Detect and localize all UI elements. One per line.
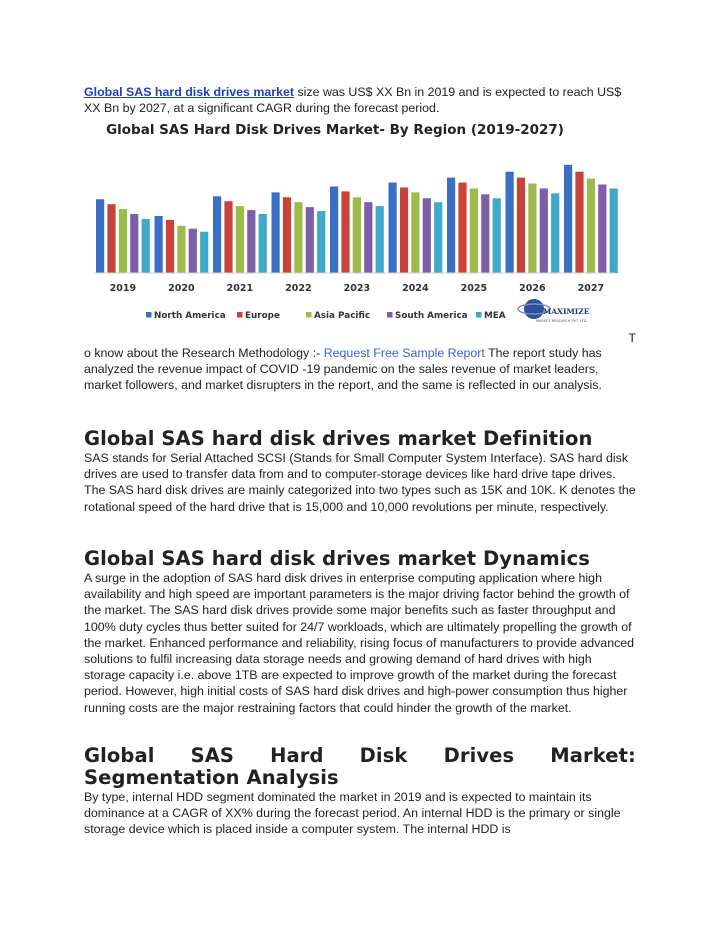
x-tick-label: 2027 (577, 283, 605, 294)
intro-paragraph (84, 84, 636, 116)
legend-label: North America (154, 311, 226, 321)
bar-asia-pacific-2023 (353, 197, 361, 273)
heading-word: Hard (270, 744, 324, 767)
chart-title: Global SAS Hard Disk Drives Market- By Region (2019-2027) (106, 122, 564, 138)
bar-europe-2021 (224, 201, 232, 273)
methodology-text-pre: o know about the Research Methodology :- (84, 346, 324, 360)
legend-swatch (146, 312, 152, 318)
bar-north-america-2023 (330, 186, 338, 273)
legend-label: South America (395, 311, 468, 321)
bar-south-america-2027 (598, 185, 606, 274)
bar-south-america-2019 (130, 214, 138, 273)
bar-europe-2022 (283, 197, 291, 273)
methodology-paragraph (84, 345, 636, 394)
bar-north-america-2020 (155, 216, 163, 273)
bar-asia-pacific-2026 (528, 184, 536, 273)
bar-mea-2026 (551, 193, 559, 273)
bar-north-america-2024 (389, 183, 397, 273)
bar-europe-2023 (341, 191, 349, 273)
chart-svg (84, 120, 636, 332)
legend-swatch (476, 312, 482, 318)
segmentation-section (84, 745, 636, 838)
dynamics-body: A surge in the adoption of SAS hard disk drives in enterprise computing application where high availability and high speed are important parameters is the major driving factor behind the growth of the market. The SAS hard disk drives provide some major benefits such as faster throughput and 100% duty cycles thus better suited for 24/7 workloads, which are ultimately propelling the growth of the market. Enhanced performance and reliability, rising focus of manufacturers to provide advanced solutions to fulfil increasing data storage needs and growing demand of hard drives with high storage capacity i.e. above 1TB are expected to improve growth of the market during the forecast period. However, high initial costs of SAS hard disk drives and high-power consumption thus higher running costs are the major restraining factors that could hinder the growth of the market. (84, 571, 635, 715)
definition-section (84, 428, 636, 515)
heading-word: Disk (359, 744, 408, 767)
bar-north-america-2022 (272, 192, 280, 273)
bar-mea-2023 (376, 206, 384, 273)
x-tick-labels (110, 283, 604, 294)
region-bar-chart (84, 120, 636, 332)
x-tick-label: 2022 (285, 283, 312, 294)
legend-label: Europe (245, 311, 280, 321)
x-tick-label: 2020 (168, 283, 195, 294)
bar-south-america-2026 (540, 188, 548, 273)
bar-europe-2020 (166, 220, 174, 273)
bar-north-america-2019 (96, 199, 104, 273)
bar-mea-2027 (610, 188, 618, 273)
methodology-text-post: The report study has analyzed the revenue impact of COVID -19 pandemic on the sales revenue of market leaders, market followers, and market disrupters in the report, and the same is reflected in our analysis. (84, 346, 602, 393)
logo-text: MAXIMIZE (543, 307, 590, 316)
bar-mea-2025 (493, 198, 501, 273)
heading-word: SAS (190, 744, 235, 767)
x-tick-label: 2024 (402, 283, 429, 294)
dynamics-section (84, 548, 636, 716)
bar-asia-pacific-2027 (587, 179, 595, 273)
dynamics-heading: Global SAS hard disk drives market Dynamics (84, 547, 590, 570)
bar-south-america-2023 (364, 202, 372, 273)
bar-south-america-2025 (481, 194, 489, 273)
bar-north-america-2021 (213, 196, 221, 273)
bar-south-america-2020 (189, 229, 197, 273)
bar-mea-2019 (142, 219, 150, 273)
x-tick-label: 2019 (109, 283, 137, 294)
logo-globe-icon (524, 299, 544, 319)
market-report-link[interactable]: Global SAS hard disk drives market (84, 85, 295, 99)
heading-word: Market: (550, 744, 636, 767)
bar-mea-2021 (259, 214, 267, 273)
x-tick-label: 2026 (519, 283, 546, 294)
heading-word: Drives (443, 744, 515, 767)
maximize-logo (518, 299, 590, 323)
segmentation-body: By type, internal HDD segment dominated the market in 2019 and is expected to maintain its dominance at a CAGR of XX% during the forecast period. An internal HDD is the primary or single storage device which is placed inside a computer system. The internal HDD is (84, 790, 621, 837)
chart-legend (146, 311, 506, 321)
intro-text: size was US$ XX Bn in 2019 and is expected to reach US$ XX Bn by 2027, at a significant CAGR during the forecast period. (84, 85, 622, 116)
bar-north-america-2026 (506, 172, 514, 273)
definition-heading: Global SAS hard disk drives market Definition (84, 427, 593, 450)
bar-south-america-2022 (306, 207, 314, 273)
bar-europe-2027 (575, 172, 583, 273)
request-sample-link[interactable]: Request Free Sample Report (323, 346, 485, 360)
bar-asia-pacific-2019 (119, 209, 127, 273)
legend-swatch (237, 312, 243, 318)
bar-asia-pacific-2021 (236, 206, 244, 273)
bar-mea-2022 (317, 211, 325, 273)
legend-swatch (387, 312, 393, 318)
bar-mea-2020 (200, 232, 208, 273)
bar-europe-2024 (400, 187, 408, 273)
bar-south-america-2021 (247, 210, 255, 273)
bar-asia-pacific-2024 (411, 192, 419, 273)
dropped-initial: T (628, 331, 636, 345)
x-tick-label: 2023 (343, 283, 371, 294)
bar-south-america-2024 (423, 198, 431, 273)
logo-subtext: MARKET RESEARCH PVT. LTD. (536, 319, 588, 323)
bar-north-america-2027 (564, 165, 572, 273)
bar-europe-2025 (458, 183, 466, 273)
legend-swatch (306, 312, 312, 318)
x-tick-label: 2021 (226, 283, 254, 294)
x-tick-label: 2025 (460, 283, 488, 294)
bar-europe-2019 (107, 204, 115, 273)
bar-north-america-2025 (447, 178, 455, 273)
bar-asia-pacific-2022 (294, 202, 302, 273)
heading-word: Global (84, 744, 155, 767)
bar-asia-pacific-2025 (470, 188, 478, 273)
bar-mea-2024 (434, 202, 442, 273)
bar-asia-pacific-2020 (177, 226, 185, 273)
definition-body: SAS stands for Serial Attached SCSI (Stands for Small Computer System Interface). SAS hard disk drives are used to transfer data from and to computer-storage devices like hard drive tape drives. The SAS hard disk drives are mainly categorized into two types such as 15K and 10K. K denotes the rotational speed of the hard drive that is 15,000 and 10,000 revolutions per minute, respectively. (84, 451, 636, 514)
segmentation-heading-line2: Segmentation Analysis (84, 766, 339, 789)
segmentation-heading-line1 (84, 745, 636, 767)
legend-label: MEA (484, 311, 506, 321)
bar-europe-2026 (517, 178, 525, 273)
chart-bars (96, 165, 618, 273)
legend-label: Asia Pacific (314, 311, 371, 321)
